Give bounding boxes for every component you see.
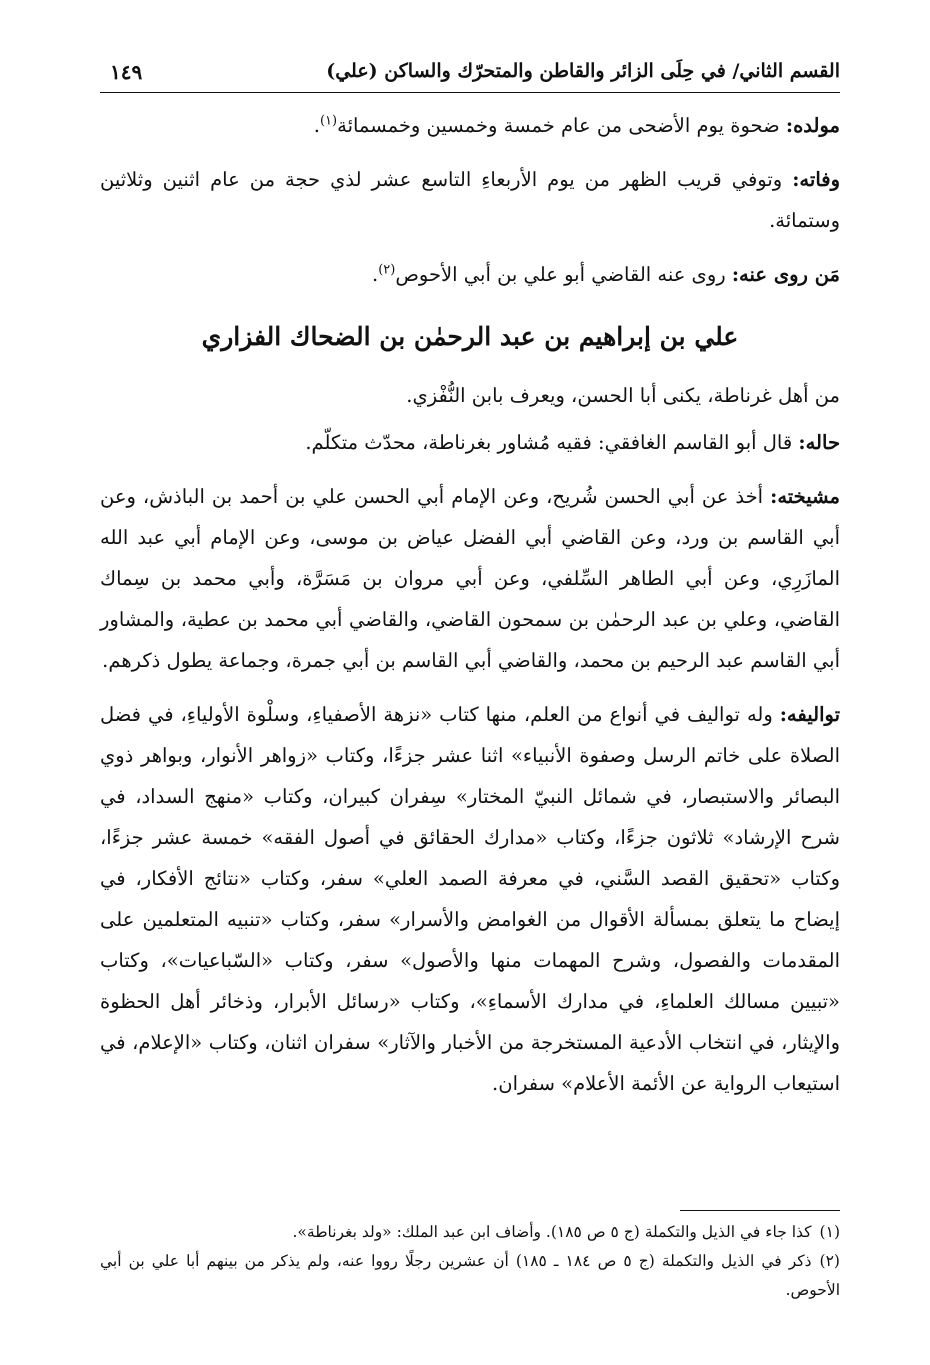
footnote-text: كذا جاء في الذيل والتكملة (ج ٥ ص ١٨٥). وأضاف ابن عبد الملك: «ولد بغرناطة». <box>292 1223 812 1241</box>
entry-heading: علي بن إبراهيم بن عبد الرحمٰن بن الضحاك الفزاري <box>201 322 739 351</box>
narrators-text: روى عنه القاضي أبو علي بن أبي الأحوص <box>395 263 726 286</box>
footnote-divider <box>680 1210 840 1211</box>
footnote-marker-1: (١) <box>319 113 338 129</box>
page-number: ١٤٩ <box>110 60 143 84</box>
intro-paragraph <box>100 375 840 416</box>
status-text: قال أبو القاسم الغافقي: فقيه مُشاور بغرناطة، محدّث متكلّم. <box>305 431 793 454</box>
footnote-number: (١) <box>819 1223 840 1241</box>
birth-text: ضحوة يوم الأضحى من عام خمسة وخمسين وخمسمائة <box>337 114 780 137</box>
status-paragraph <box>100 422 840 463</box>
teachers-label: مشيخته: <box>770 485 840 508</box>
running-header <box>100 52 840 93</box>
birth-label: مولده: <box>785 114 840 137</box>
footnote-number: (٢) <box>819 1252 840 1270</box>
main-text <box>100 105 840 1117</box>
works-label: تواليفه: <box>779 703 840 726</box>
footnote-marker-2: (٢) <box>378 262 396 278</box>
works-text: وله تواليف في أنواع من العلم، منها كتاب «نزهة الأصفياءِ، وسلْوة الأولياءِ، في فضل الصلاة على خاتم الرسل وصفوة الأنبياء» اثنا عشر جزءًا، وكتاب «زواهر الأنوار، وبواهر ذوي البصائر والاستبصار، في شمائل النبيّ المختار» سِفران كبيران، وكتاب «منهج السداد، في شرح الإرشاد» ثلاثون جزءًا، وكتاب «مدارك الحقائق في أصول الفقه» خمسة عشر جزءًا، وكتاب «تحقيق القصد السَّني، في معرفة الصمد العلي» سفر، وكتاب «نتائج الأفكار، في إيضاح ما يتعلق بمسألة الأقوال من الغوامض والأسرار» سفر، وكتاب «تنبيه المتعلمين على المقدمات والفصول، وشرح المهمات منها والأصول» سفر، وكتاب «السّباعيات»، وكتاب «تبيين مسالك العلماءِ، في مدارك الأسماءِ»، وكتاب «رسائل الأبرار، وذخائر أهل الحظوة والإيثار، في انتخاب الأدعية المستخرجة من الأخبار والآثار» سفران اثنان، وكتاب «الإعلام، في استيعاب الرواية عن الأئمة الأعلام» سفران. <box>100 703 840 1095</box>
status-label: حاله: <box>798 431 840 454</box>
death-label: وفاته: <box>792 168 840 191</box>
footnote-text: ذكر في الذيل والتكملة (ج ٥ ص ١٨٤ ـ ١٨٥) أن عشرين رجلًا رووا عنه، ولم يذكر من بينهم أبا علي بن أبي الأحوص. <box>100 1252 840 1299</box>
narrators-paragraph <box>100 254 840 295</box>
teachers-text: أخذ عن أبي الحسن شُريح، وعن الإمام أبي الحسن علي بن أحمد بن الباذش، وعن أبي القاسم بن ورد، وعن القاضي أبي الفضل عياض بن موسى، وعن الإمام أبي عبد الله المازَرِي، وعن أبي الطاهر السِّلفي، وعن أبي مروان بن مَسَرَّة، وأبي محمد بن سِماك القاضي، وعلي بن عبد الرحمٰن بن سمحون القاضي، والقاضي أبي محمد بن عطية، والمشاور أبي القاسم عبد الرحيم بن محمد، والقاضي أبي القاسم بن أبي جمرة، وجماعة يطول ذكرهم. <box>100 485 840 672</box>
death-text: وتوفي قريب الظهر من يوم الأربعاءِ التاسع عشر لذي حجة من عام اثنين وثلاثين وستمائة. <box>100 168 840 232</box>
narrators-label: مَن روى عنه: <box>731 263 840 286</box>
footnote-1 <box>100 1218 840 1247</box>
narrators-end: . <box>372 263 379 286</box>
works-paragraph <box>100 694 840 1104</box>
footnotes <box>100 1218 840 1305</box>
footnote-2 <box>100 1247 840 1305</box>
birth-end: . <box>313 114 320 137</box>
death-paragraph <box>100 159 840 241</box>
teachers-paragraph <box>100 476 840 681</box>
birth-paragraph <box>100 105 840 146</box>
intro-text: من أهل غرناطة، يكنى أبا الحسن، ويعرف بابن النُّفْزي. <box>406 384 840 407</box>
running-title: القسم الثاني/ في حِلَى الزائر والقاطن والمتحرّك والساكن (علي) <box>326 60 840 82</box>
